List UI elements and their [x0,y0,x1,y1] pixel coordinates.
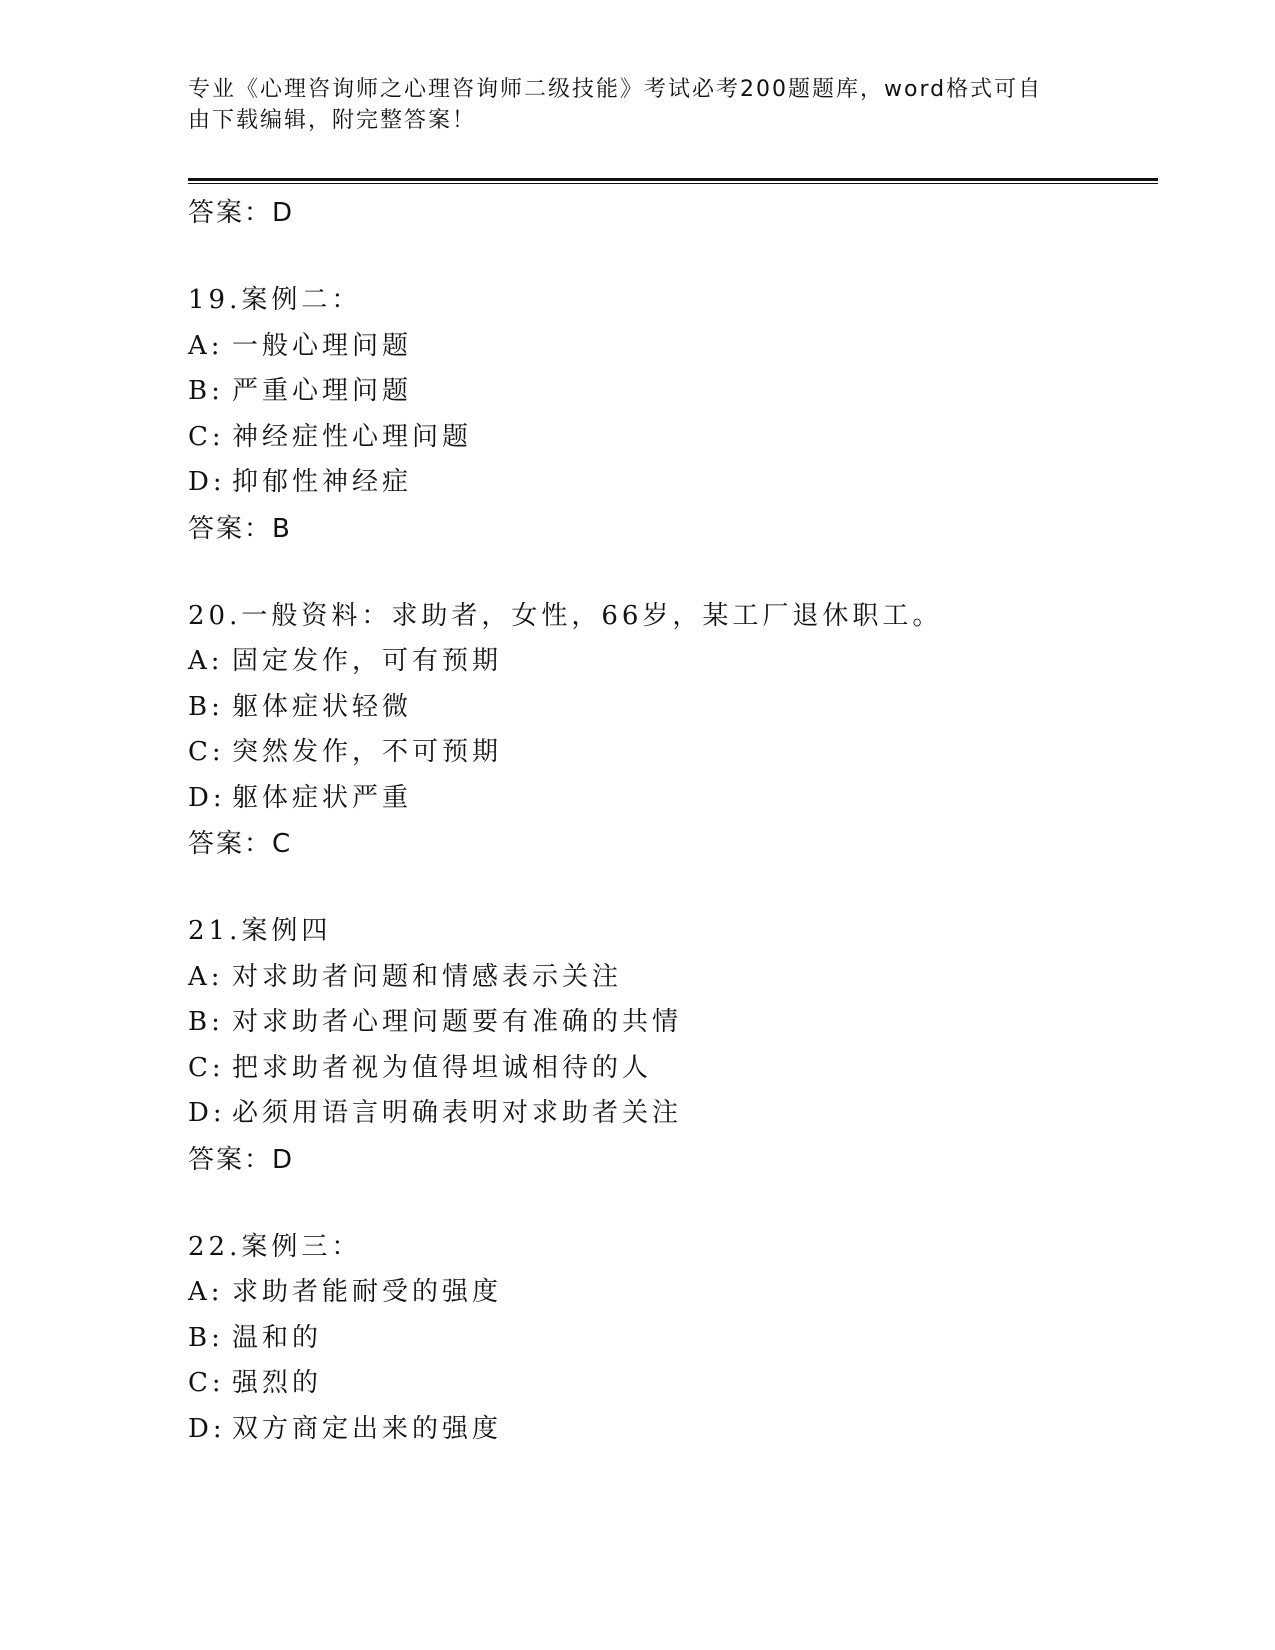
option-text: 固定发作，可有预期 [232,646,503,676]
option-key: C: [188,1368,225,1398]
option-text: 必须用语言明确表明对求助者关注 [232,1098,683,1128]
option-key: C: [188,421,225,452]
question-title: 19.案例二： [188,285,362,315]
header-line-1: 专业《心理咨询师之心理咨询师二级技能》考试必考200题题库，word格式可自 [188,77,1043,102]
option-text: 强烈的 [232,1368,323,1398]
option-key: A: [188,330,224,361]
question-list [188,190,1158,1452]
option-c [188,730,1158,776]
option-key: C: [188,1052,225,1083]
option-d [188,1091,1158,1137]
option-text: 一般心理问题 [232,330,413,361]
option-b [188,685,1158,731]
option-text: 严重心理问题 [232,376,413,406]
option-d [188,776,1158,822]
option-key: A: [188,646,224,676]
option-key: B: [188,376,224,406]
question-item [188,594,1158,868]
option-text: 神经症性心理问题 [232,421,473,452]
option-text: 温和的 [232,1322,323,1353]
option-key: A: [188,961,224,992]
option-text: 求助者能耐受的强度 [232,1277,503,1307]
question-title: 22.案例三： [188,1231,362,1262]
option-b [188,1316,1158,1362]
option-key: B: [188,1322,224,1353]
answer-line: 答案：C [188,829,293,859]
document-header [188,74,1068,136]
option-d [188,460,1158,506]
option-c [188,415,1158,461]
header-line-2: 由下载编辑，附完整答案！ [188,108,477,133]
option-text: 双方商定出来的强度 [232,1413,503,1444]
option-key: B: [188,691,224,722]
option-text: 躯体症状严重 [232,782,413,813]
option-c [188,1046,1158,1092]
question-item [188,909,1158,1183]
option-b [188,1000,1158,1046]
option-text: 躯体症状轻微 [232,691,413,722]
question-title: 21.案例四 [188,916,332,946]
question-item [188,1225,1158,1453]
option-key: B: [188,1007,224,1037]
header-rule-thin [188,183,1158,184]
option-text: 突然发作，不可预期 [232,737,503,767]
option-text: 对求助者问题和情感表示关注 [232,961,623,992]
option-a [188,1270,1158,1316]
option-key: D: [188,1098,226,1128]
option-text: 抑郁性神经症 [232,467,413,497]
question-title: 20.一般资料：求助者，女性，66岁，某工厂退休职工。 [188,600,943,631]
option-key: D: [188,782,226,813]
option-d [188,1407,1158,1453]
answer-line: 答案：D [188,1144,295,1175]
option-key: A: [188,1277,224,1307]
option-a [188,955,1158,1001]
option-a [188,324,1158,370]
option-key: C: [188,737,225,767]
option-c [188,1361,1158,1407]
option-key: D: [188,467,226,497]
option-text: 把求助者视为值得坦诚相待的人 [232,1052,653,1083]
option-a [188,639,1158,685]
header-rule-thick [188,178,1158,181]
previous-answer: 答案：D [188,198,295,228]
question-item [188,278,1158,552]
option-text: 对求助者心理问题要有准确的共情 [232,1007,683,1037]
answer-line: 答案：B [188,513,292,544]
option-b [188,369,1158,415]
option-key: D: [188,1413,226,1444]
